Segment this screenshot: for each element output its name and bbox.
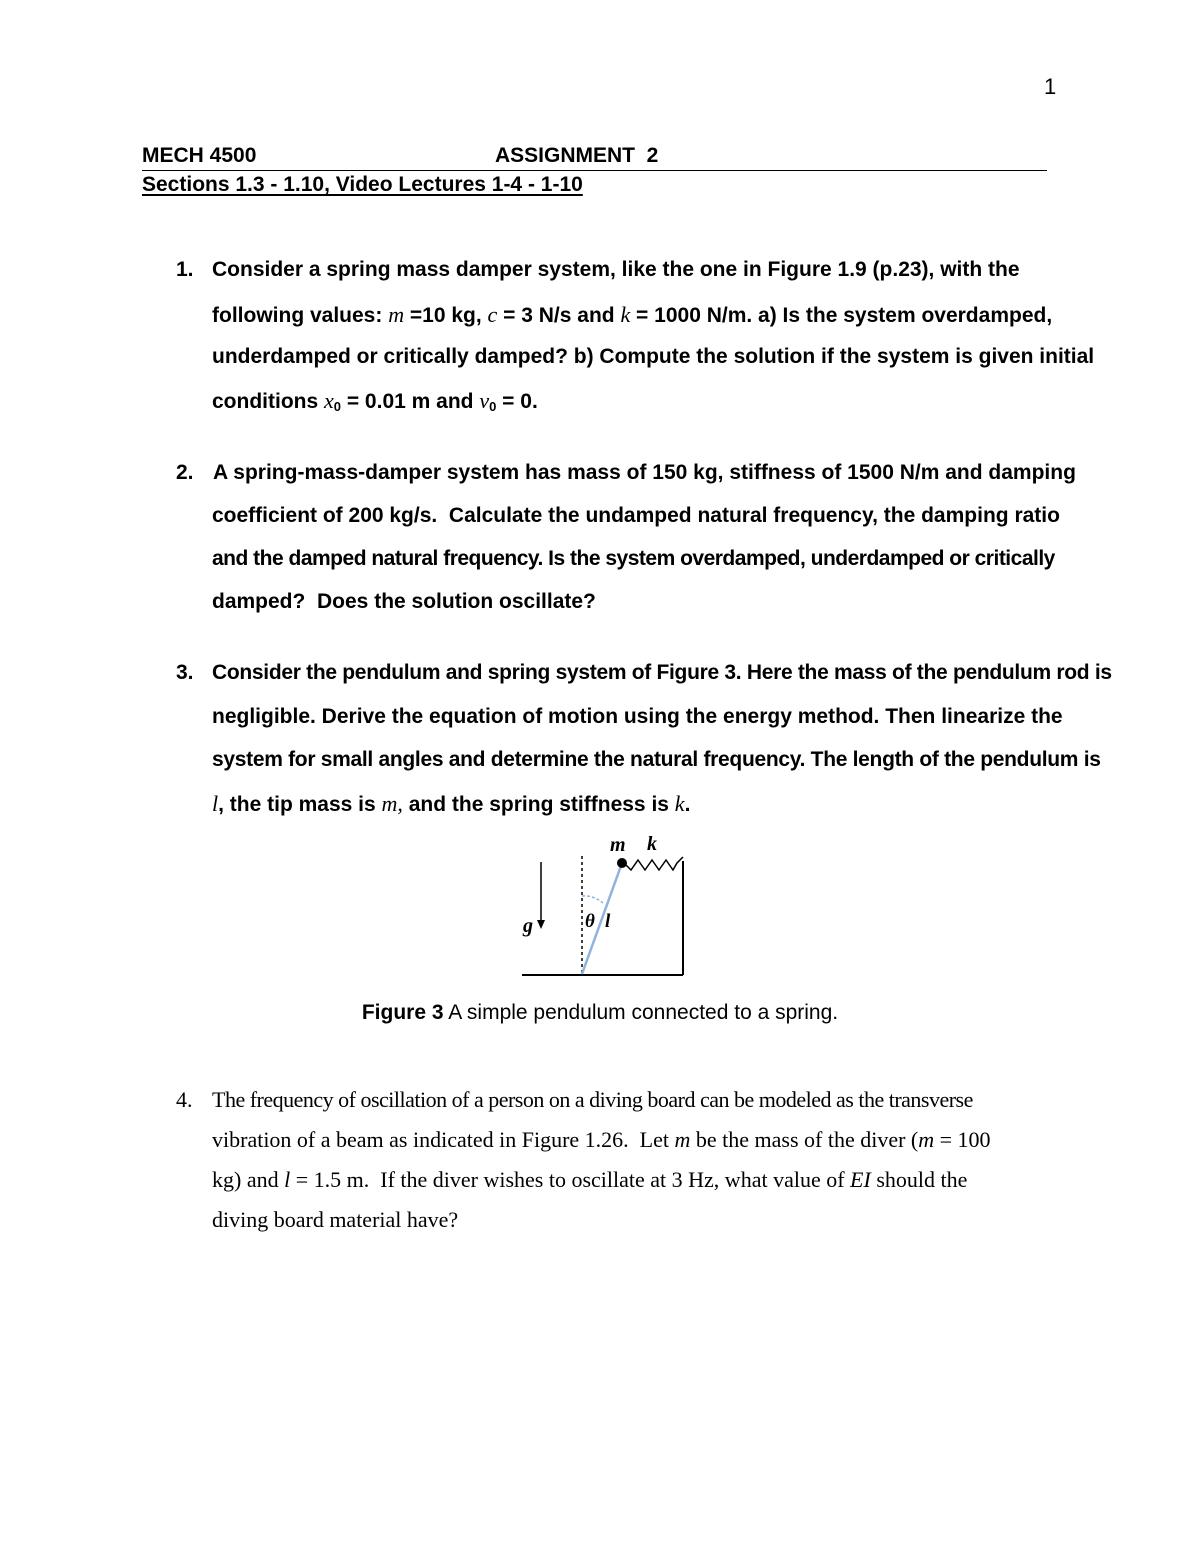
gravity-arrowhead [537, 920, 545, 929]
q4-line-2: vibration of a beam as indicated in Figure 1.26. Let m be the mass of the diver (m = 100 [212, 1127, 991, 1152]
length-label: l [605, 911, 611, 932]
var-v0: v [479, 388, 490, 413]
var-m: m, [381, 791, 403, 816]
q3-line-3: system for small angles and determine the natural frequency. The length of the pendulum is [212, 748, 1101, 771]
question-number: 2. [176, 461, 194, 484]
caption-label: Figure 3 [361, 1001, 444, 1024]
angle-label: θ [585, 911, 595, 932]
q1-line-2: following values: m =10 kg, c = 3 N/s and k = 1000 N/m. a) Is the system overdamped, [212, 302, 1053, 327]
q2-line-4: damped? Does the solution oscillate? [212, 590, 596, 613]
assignment-title: ASSIGNMENT 2 [495, 144, 659, 167]
q3-line-2: negligible. Derive the equation of motion using the energy method. Then linearize the [212, 705, 1063, 728]
q1-line-1: Consider a spring mass damper system, like the one in Figure 1.9 (p.23), with the [212, 258, 1020, 281]
question-number: 3. [176, 661, 194, 684]
gravity-label: g [523, 915, 533, 937]
mass-label: m [610, 834, 626, 856]
sections-line: Sections 1.3 - 1.10, Video Lectures 1-4 - 1-10 [142, 173, 583, 196]
q4-line-1: The frequency of oscillation of a person on a diving board can be modeled as the transverse [212, 1087, 973, 1112]
stiffness-label: k [647, 833, 657, 855]
q3-line-4: l, the tip mass is m, and the spring stiffness is k. [212, 791, 691, 816]
var-ei: EI [850, 1167, 871, 1192]
q4-line-4: diving board material have? [212, 1207, 459, 1232]
var-k: k [674, 791, 685, 816]
figure-caption: Figure 3 A simple pendulum connected to a spring. [361, 1001, 839, 1024]
pendulum-spring-figure [505, 828, 705, 988]
var-m: m [918, 1127, 935, 1152]
var-c: c [487, 302, 498, 327]
question-number: 4. [176, 1087, 193, 1112]
header-line [142, 144, 1047, 171]
q1-line-4: conditions $x_0 = 0.01$ m and $v_0 = 0$. [212, 388, 538, 414]
angle-arc [582, 896, 603, 903]
q1-line-3: underdamped or critically damped? b) Compute the solution if the system is given initial [212, 345, 1095, 368]
spring [625, 857, 683, 870]
var-l: l [212, 791, 219, 816]
q2-line-1: A spring-mass-damper system has mass of 150 kg, stiffness of 1500 N/m and damping [208, 461, 1076, 484]
q3-line-1: Consider the pendulum and spring system of Figure 3. Here the mass of the pendulum rod is [212, 661, 1112, 684]
var-l: l [284, 1167, 291, 1192]
var-m: m [388, 302, 405, 327]
tip-mass [617, 858, 627, 868]
q2-line-2: coefficient of 200 kg/s. Calculate the undamped natural frequency, the damping ratio [212, 504, 1060, 527]
q2-line-3: and the damped natural frequency. Is the system overdamped, underdamped or critically [212, 547, 1055, 570]
var-k: k [620, 302, 631, 327]
question-number: 1. [176, 258, 194, 281]
course-code: MECH 4500 [142, 144, 257, 167]
q4-line-3: kg) and l = 1.5 m. If the diver wishes to oscillate at 3 Hz, what value of EI should the [212, 1167, 968, 1192]
page-number: 1 [1044, 74, 1057, 99]
var-m: m [674, 1127, 691, 1152]
var-x0: x [324, 388, 334, 413]
